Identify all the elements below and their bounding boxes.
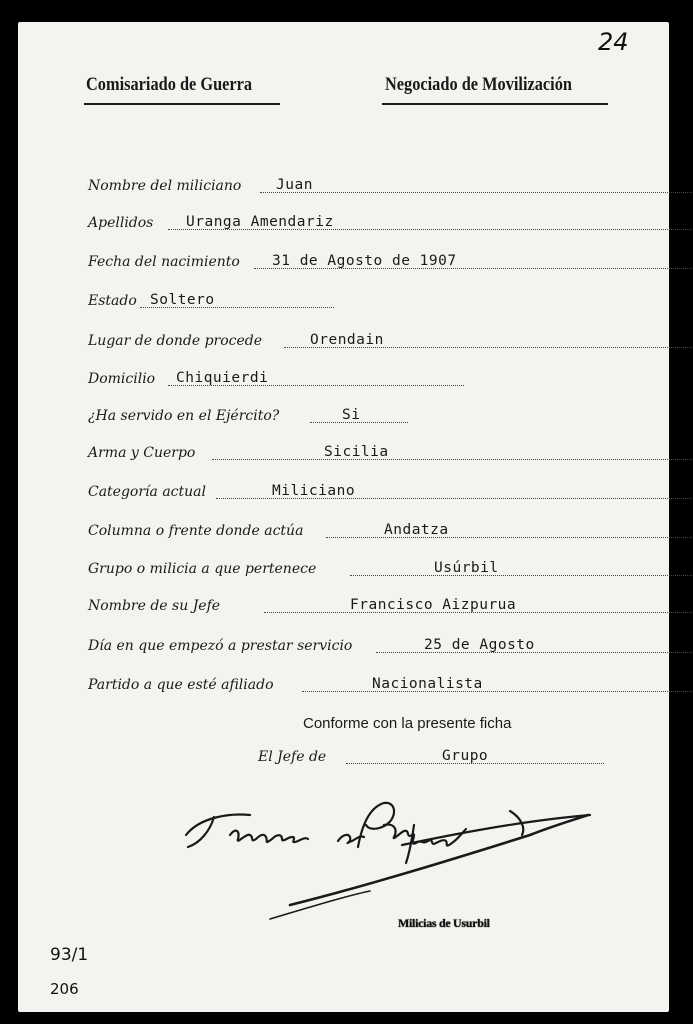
- field-label: Columna o frente donde actúa: [88, 523, 304, 539]
- field-value: Si: [342, 407, 361, 423]
- field-label: Día en que empezó a prestar servicio: [88, 638, 353, 654]
- field-label: Lugar de donde procede: [88, 333, 263, 349]
- field-dotted-line: [260, 192, 692, 193]
- field-label: Partido a que esté afiliado: [88, 677, 274, 693]
- field-value: Usúrbil: [434, 560, 499, 576]
- page-number: 24: [598, 28, 629, 56]
- field-label: Fecha del nacimiento: [88, 254, 240, 270]
- field-dotted-line: [350, 575, 692, 576]
- field-value: Juan: [276, 177, 313, 193]
- field-value: Francisco Aizpurua: [350, 597, 517, 613]
- jefe-label: El Jefe de: [258, 749, 327, 765]
- field-value: Sicilia: [324, 444, 389, 460]
- field-label: ¿Ha servido en el Ejército?: [88, 408, 280, 424]
- field-value: Soltero: [150, 292, 215, 308]
- field-label: Grupo o milicia a que pertenece: [88, 561, 317, 577]
- header-right-underline: [382, 103, 608, 105]
- conforme-text: Conforme con la presente ficha: [303, 715, 512, 732]
- field-label: Categoría actual: [88, 484, 206, 500]
- field-value: Orendain: [310, 332, 384, 348]
- archive-ref: 93/1: [50, 945, 89, 965]
- field-dotted-line: [212, 459, 692, 460]
- field-dotted-line: [302, 691, 692, 692]
- field-value: 31 de Agosto de 1907: [272, 253, 457, 269]
- field-value: Chiquierdi: [176, 370, 269, 386]
- header-left: Comisariado de Guerra: [86, 74, 253, 95]
- field-label: Domicilio: [88, 371, 156, 387]
- field-value: Nacionalista: [372, 676, 483, 692]
- header-right: Negociado de Movilización: [385, 74, 572, 95]
- field-label: Apellidos: [88, 215, 154, 231]
- field-label: Nombre del miliciano: [88, 178, 242, 194]
- field-value: 25 de Agosto: [424, 637, 535, 653]
- field-value: Miliciano: [272, 483, 356, 499]
- field-value: Uranga Amendariz: [186, 214, 334, 230]
- signature: [170, 795, 610, 925]
- field-label: Nombre de su Jefe: [88, 598, 221, 614]
- header-left-underline: [84, 103, 280, 105]
- field-label: Arma y Cuerpo: [88, 445, 196, 461]
- milicias-stamp: Milicias de Usurbil: [398, 916, 490, 930]
- jefe-value: Grupo: [442, 748, 489, 764]
- archive-number: 206: [50, 980, 79, 998]
- field-value: Andatza: [384, 522, 449, 538]
- field-label: Estado: [88, 293, 137, 309]
- field-dotted-line: [326, 537, 692, 538]
